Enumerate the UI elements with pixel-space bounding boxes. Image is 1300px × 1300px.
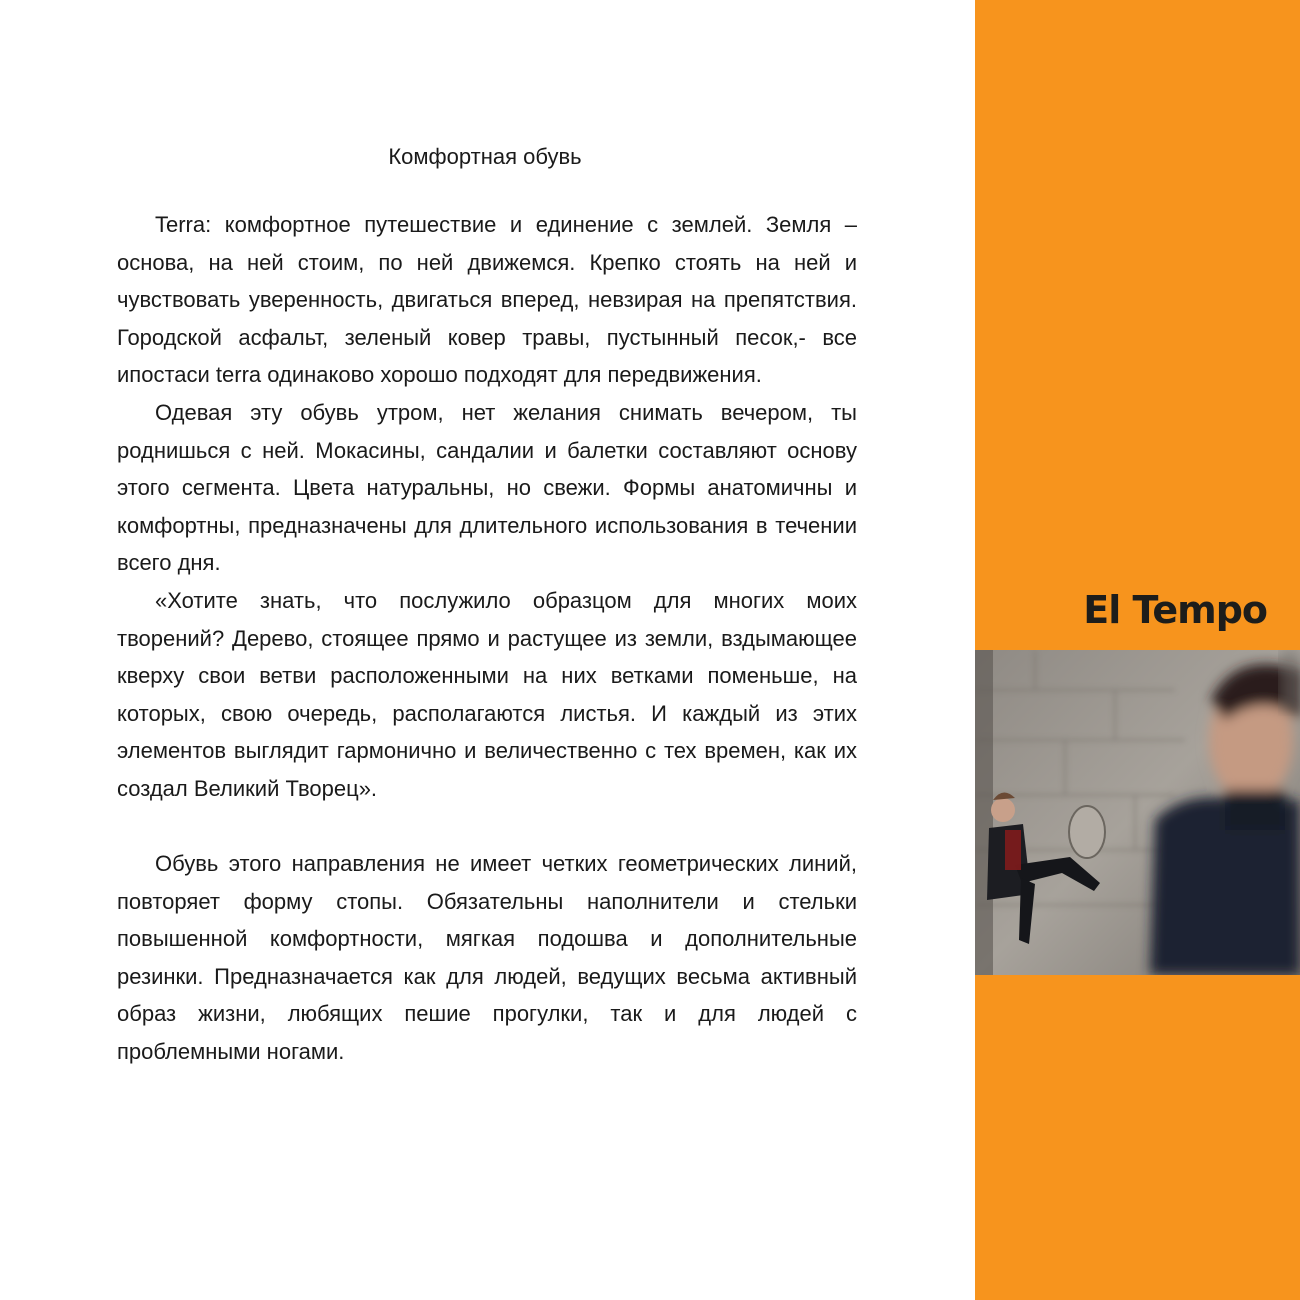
article-title: Комфортная обувь: [388, 144, 582, 169]
article-paragraph-2: Одевая эту обувь утром, нет желания снимать вечером, ты роднишься с ней. Мокасины, сандалии и балетки составляют основу этого сегмента. Цвета натуральны, но свежи. Формы анатомичны и комфортны, предназначены для длительного использования в течении всего дня.: [117, 399, 857, 576]
orange-sidebar: [975, 0, 1300, 1300]
article-paragraph-1: Terra: комфортное путешествие и единение с землей. Земля – основа, на ней стоим, по ней движемся. Крепко стоять на ней и чувствовать уверенность, двигаться вперед, невзирая на препятствия. Городской асфальт, зеленый ковер травы, пустынный песок,- все ипостаси terra одинаково хорошо подходят для передвижения.: [117, 212, 857, 388]
carved-face: [1069, 806, 1105, 858]
photo-illustration: [975, 650, 1300, 975]
article: [117, 138, 857, 1071]
fashion-photo: [975, 650, 1300, 975]
article-paragraph-4: Обувь этого направления не имеет четких геометрических линий, повторяет форму стопы. Обязательны наполнители и стельки повышенной комфортности, мягкая подошва и дополнительные резинки. Предназначается как для людей, ведущих весьма активный образ жизни, любящих пешие прогулки, так и для людей с проблемными ногами.: [117, 851, 857, 1065]
article-paragraph-3: «Хотите знать, что послужило образцом для многих моих творений? Дерево, стоящее прямо и растущее из земли, вздымающее кверху свои ветви расположенными на них ветками поменьше, на которых, свою очередь, располагаются листья. И каждый из этих элементов выглядит гармонично и величественно с тех времен, как их создал Великий Творец».: [117, 587, 857, 801]
brand-logo: El Tempo: [1083, 588, 1267, 632]
